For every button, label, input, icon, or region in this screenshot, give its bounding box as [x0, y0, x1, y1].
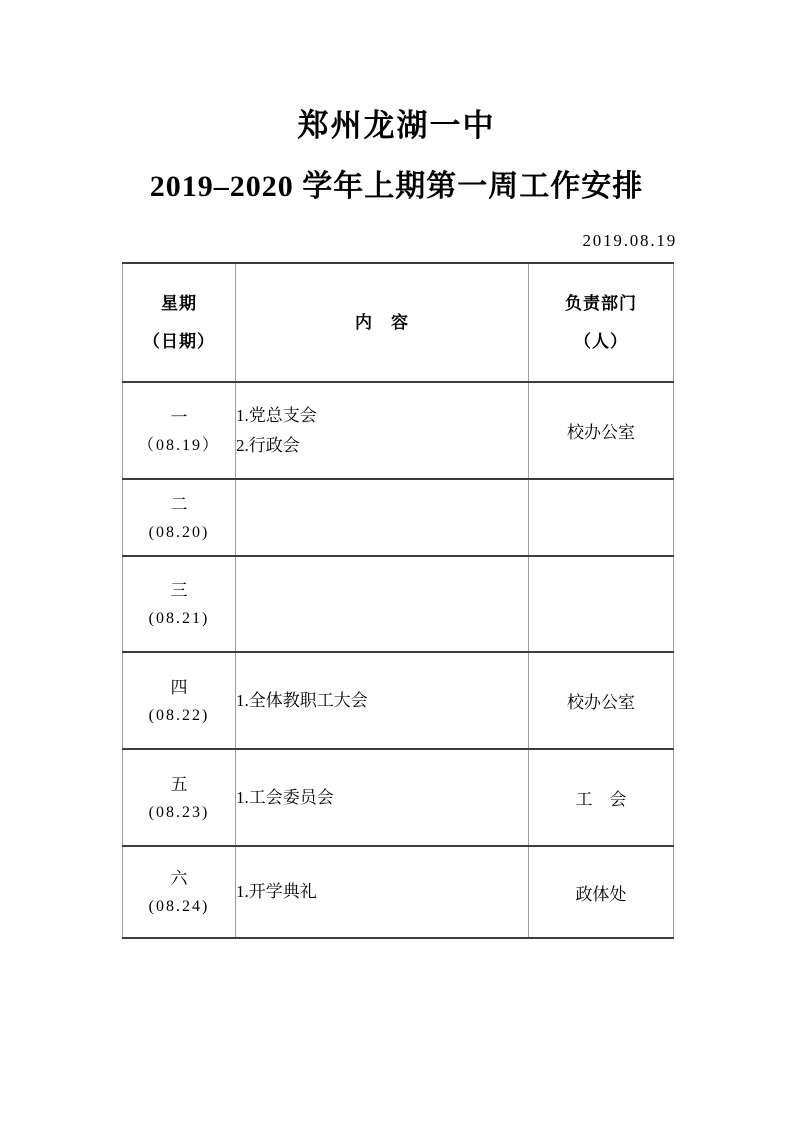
content-item: 1.党总支会 [236, 405, 317, 425]
header-day-line2: （日期） [143, 331, 215, 351]
table-row [123, 846, 674, 938]
day-cell [123, 479, 236, 556]
header-content-label: 内 容 [355, 312, 409, 332]
schedule-table [122, 262, 674, 939]
content-item: 2.行政会 [236, 435, 300, 455]
table-row [123, 556, 674, 652]
day-label: 五 [170, 774, 188, 794]
date-label: (08.24) [148, 898, 210, 915]
day-cell [123, 846, 236, 938]
day-cell [123, 382, 236, 479]
day-cell [123, 749, 236, 846]
date-label: (08.20) [148, 523, 210, 541]
document-date: 2019.08.19 [582, 231, 677, 250]
header-department [529, 263, 674, 382]
table-row [123, 479, 674, 556]
department-cell [529, 556, 674, 652]
content-cell [236, 749, 529, 846]
department-cell: 校办公室 [529, 382, 674, 479]
department-cell: 校办公室 [529, 652, 674, 749]
day-label: 一 [170, 407, 188, 427]
header-department-line2: （人） [574, 331, 628, 351]
date-label: （08.19） [137, 436, 220, 454]
day-label: 三 [170, 581, 188, 600]
day-cell [123, 556, 236, 652]
document-subtitle: 2019–2020 学年上期第一周工作安排 [149, 170, 644, 203]
header-day [123, 263, 236, 382]
department-cell: 政体处 [529, 846, 674, 938]
header-content [236, 263, 529, 382]
content-cell [236, 556, 529, 652]
table-row [123, 749, 674, 846]
day-label: 二 [170, 494, 188, 514]
content-item: 1.工会委员会 [236, 787, 334, 807]
content-cell [236, 382, 529, 479]
content-cell [236, 652, 529, 749]
content-item: 1.开学典礼 [236, 882, 317, 901]
date-label: (08.21) [148, 610, 210, 627]
department-cell [529, 479, 674, 556]
day-cell [123, 652, 236, 749]
day-label: 六 [170, 869, 188, 888]
content-cell [236, 846, 529, 938]
header-department-line1: 负责部门 [565, 293, 637, 313]
table-row [123, 652, 674, 749]
header-day-line1: 星期 [161, 293, 197, 313]
content-cell [236, 479, 529, 556]
document-title: 郑州龙湖一中 [297, 108, 496, 143]
content-item: 1.全体教职工大会 [236, 690, 368, 710]
day-label: 四 [170, 677, 188, 697]
date-label: (08.23) [148, 803, 210, 821]
table-header-row [123, 263, 674, 382]
department-cell: 工 会 [529, 749, 674, 846]
date-label: (08.22) [148, 706, 210, 724]
table-row [123, 382, 674, 479]
